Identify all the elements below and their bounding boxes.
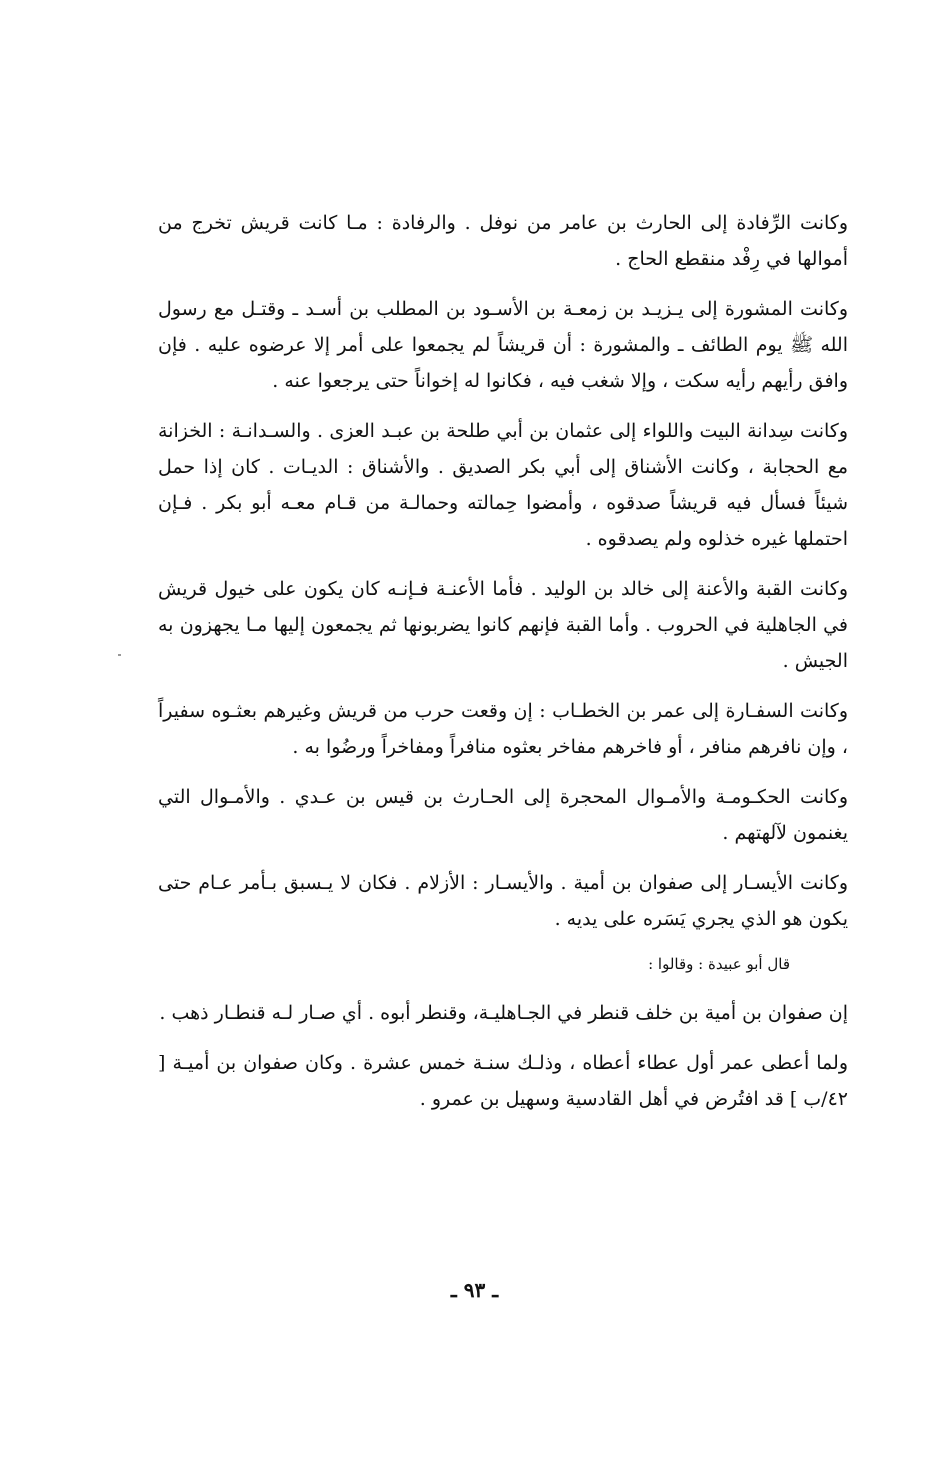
paragraph-rifada: وكانت الرِّفادة إلى الحارث بن عامر من نوفل . والرفادة : مـا كانت قريش تخرج من أموالها في رِفْد منقطع الحاج . <box>158 212 848 270</box>
scan-speck <box>118 654 121 656</box>
paragraph-ata: ولما أعطى عمر أول عطاء أعطاه ، وذلـك سنـة خمس عشرة . وكان صفوان بن أميـة [ ٤٢/ب ] قد افتُرض في أهل القادسية وسهيل بن عمرو . <box>158 1052 848 1110</box>
paragraph-hukuma: وكانت الحكـومـة والأمـوال المحجرة إلى الحـارث بن قيس بن عـدي . والأمـوال التي يغنمون لآلهتهم . <box>158 786 848 844</box>
paragraph-sifara: وكانت السفـارة إلى عمر بن الخطـاب : إن وقعت حرب من قريش وغيرهم بعثـوه سفيراً ، وإن نافرهم منافر ، أو فاخرهم مفاخر بعثوه منافراً ومفاخراً ورضُوا به . <box>158 700 848 758</box>
paragraph-qintar: إن صفوان بن أمية بن خلف قنطر في الجـاهليـة، وقنطر أبوه . أي صـار لـه قنطـار ذهب . <box>159 1002 848 1024</box>
section-heading: قال أبو عبيدة : وقالوا : <box>648 955 790 973</box>
page-number: ـ ٩٣ ـ <box>450 1278 499 1302</box>
paragraph-qubba: وكانت القبة والأعنة إلى خالد بن الوليد . فأما الأعنـة فـإنـه كان يكون على خيول قريش في الجاهلية في الحروب . وأما القبة فإنهم كانوا يضربونها ثم يجمعون إليها مـا يجهزون به الجيش . <box>158 578 848 672</box>
main-text <box>158 205 848 1131</box>
paragraph-sidana: وكانت سِدانة البيت واللواء إلى عثمان بن أبي طلحة بن عبـد العزى . والسـدانـة : الخزانة مع الحجابة ، وكانت الأشناق إلى أبي بكر الصديق . والأشناق : الديـات . كان إذا حمل شيئاً فسأل فيه قريشاً صدقوه ، وأمضوا حِمالته وحمالـة من قـام معـه أبو بكر . فـإن احتملها غيره خذلوه ولم يصدقوه . <box>158 420 848 550</box>
paragraph-aysar: وكانت الأيسـار إلى صفوان بن أمية . والأيسـار : الأزلام . فكان لا يـسبق بـأمر عـام حتى يكون هو الذي يجري يَسَره على يديه . <box>158 872 848 930</box>
paragraph-mashwara: وكانت المشورة إلى يـزيـد بن زمعـة بن الأسـود بن المطلب بن أسـد ـ وقتـل مع رسول الله ﷺ يوم الطائف ـ والمشورة : أن قريشاً لم يجمعوا على أمر إلا عرضوه عليه . فإن وافق رأيهم رأيه سكت ، وإلا شغب فيه ، فكانوا له إخواناً حتى يرجعوا عنه . <box>158 298 848 392</box>
